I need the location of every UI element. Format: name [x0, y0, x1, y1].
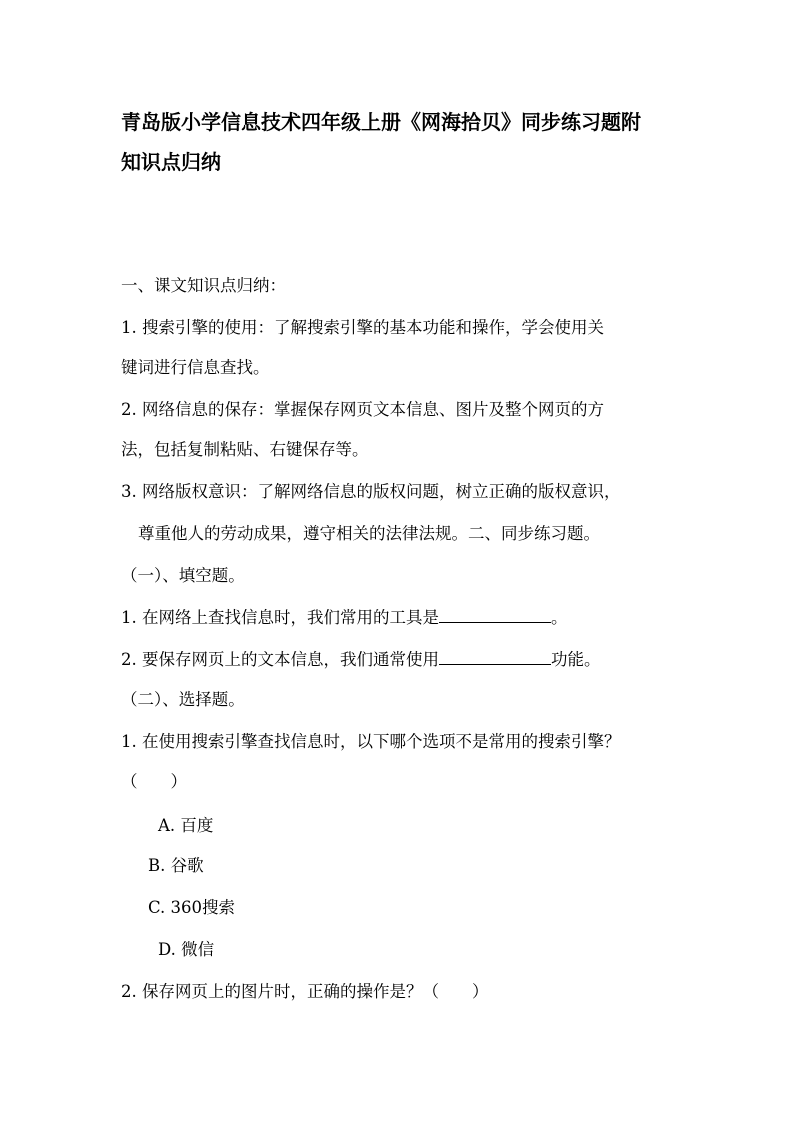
- knowledge-point-1-line-2: 键词进行信息查找。: [121, 358, 270, 377]
- fill-question-1-blank: [439, 608, 551, 623]
- fill-question-1-text: 1. 在网络上查找信息时，我们常用的工具是: [121, 608, 439, 627]
- choice-question-1-option-a: A. 百度: [158, 816, 214, 835]
- knowledge-point-3-line-1: 3. 网络版权意识：了解网络信息的版权问题，树立正确的版权意识，: [121, 482, 621, 501]
- choice-question-1-option-b: B. 谷歌: [148, 856, 204, 875]
- choice-question-1: 1. 在使用搜索引擎查找信息时，以下哪个选项不是常用的搜索引擎？: [121, 732, 621, 751]
- choice-question-1-option-c: C. 360搜索: [148, 898, 236, 917]
- section-heading-knowledge: 一、课文知识点归纳：: [121, 276, 286, 295]
- choice-question-1-paren: （ ）: [121, 772, 187, 791]
- fill-question-2-text: 2. 要保存网页上的文本信息，我们通常使用: [121, 650, 439, 669]
- fill-question-2-end: 功能。: [551, 650, 601, 669]
- knowledge-point-1-line-1: 1. 搜索引擎的使用：了解搜索引擎的基本功能和操作，学会使用关: [121, 318, 604, 337]
- document-title-line-2: 知识点归纳: [121, 150, 221, 174]
- document-title-line-1: 青岛版小学信息技术四年级上册《网海拾贝》同步练习题附: [121, 110, 641, 134]
- fill-in-heading: （一）、填空题。: [121, 566, 245, 585]
- knowledge-point-2-line-2: 法，包括复制粘贴、右键保存等。: [121, 440, 369, 459]
- choice-question-1-option-d: D. 微信: [158, 940, 215, 959]
- choice-question-2: 2. 保存网页上的图片时，正确的操作是？（ ）: [121, 982, 489, 1001]
- fill-question-2-blank: [439, 650, 551, 665]
- knowledge-point-3-line-2: 尊重他人的劳动成果，遵守相关的法律法规。二、同步练习题。: [138, 524, 600, 543]
- choice-heading: （二）、选择题。: [121, 690, 245, 709]
- knowledge-point-2-line-1: 2. 网络信息的保存：掌握保存网页文本信息、图片及整个网页的方: [121, 400, 604, 419]
- fill-question-2: [121, 650, 601, 670]
- fill-question-1: [121, 608, 568, 628]
- fill-question-1-end: 。: [551, 608, 568, 627]
